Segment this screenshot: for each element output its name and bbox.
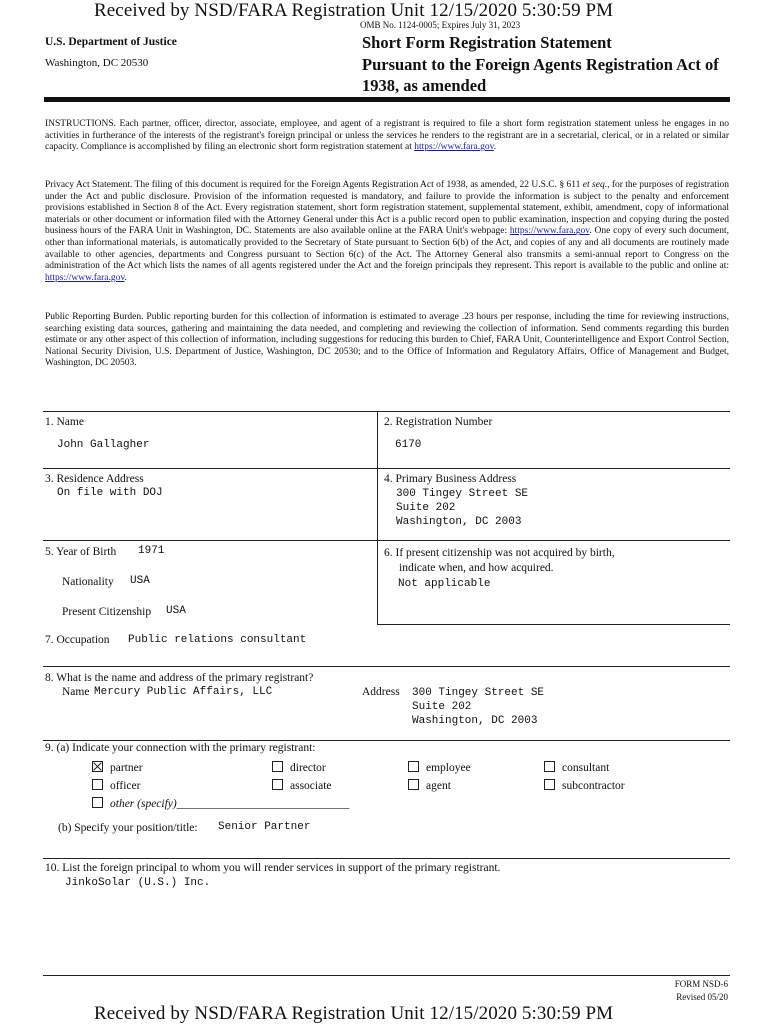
registrant-address-line-1: 300 Tingey Street SE xyxy=(412,687,545,699)
citizenship-acquired-label-2: indicate when, and how acquired. xyxy=(399,562,554,574)
business-address-value[interactable] xyxy=(396,487,528,529)
business-address-label: 4. Primary Business Address xyxy=(384,473,517,485)
privacy-text-1: Privacy Act Statement. The filing of this document is required for the Foreign Agents Registration Act of 1938, as amended, 22 U.S.C. § 611 xyxy=(45,180,583,190)
fara-link[interactable]: https://www.fara.gov xyxy=(45,272,125,283)
checkbox-subcontractor[interactable] xyxy=(544,779,625,792)
checkbox-label: other (specify) xyxy=(110,798,177,810)
title-line-2: Pursuant to the Foreign Agents Registration Act of xyxy=(362,54,719,74)
registration-number-label: 2. Registration Number xyxy=(384,416,493,428)
checkbox-employee[interactable] xyxy=(408,761,471,774)
business-address-line-2: Suite 202 xyxy=(396,502,456,514)
registration-number-value[interactable]: 6170 xyxy=(395,439,422,451)
checkbox-icon[interactable] xyxy=(92,797,103,808)
form-revision: Revised 05/20 xyxy=(676,992,728,1002)
privacy-end: . xyxy=(124,272,127,283)
checkbox-checked-icon[interactable] xyxy=(92,761,103,772)
checkbox-associate[interactable] xyxy=(272,779,332,792)
form-bottom-rule xyxy=(43,975,730,976)
registrant-address-label: Address xyxy=(362,686,400,698)
other-specify-blank[interactable]: ______________________________ xyxy=(176,798,350,810)
foreign-principal-label: 10. List the foreign principal to whom you will render services in support of the primary registrant. xyxy=(45,862,501,874)
form-number: FORM NSD-6 xyxy=(674,979,728,989)
occupation-value[interactable]: Public relations consultant xyxy=(128,634,307,646)
foreign-principal-value[interactable]: JinkoSolar (U.S.) Inc. xyxy=(65,877,211,889)
form-rule xyxy=(43,740,730,741)
business-address-line-3: Washington, DC 2003 xyxy=(396,516,522,528)
form-title xyxy=(362,32,719,97)
checkbox-label: agent xyxy=(426,780,451,792)
checkbox-label: partner xyxy=(110,762,143,774)
name-label: 1. Name xyxy=(45,416,84,428)
checkbox-partner[interactable] xyxy=(92,761,143,774)
position-title-label: (b) Specify your position/title: xyxy=(58,822,198,834)
omb-number: OMB No. 1124-0005; Expires July 31, 2023 xyxy=(360,20,521,30)
checkbox-icon[interactable] xyxy=(408,779,419,790)
checkbox-icon[interactable] xyxy=(544,779,555,790)
privacy-paragraph xyxy=(45,180,729,284)
form-rule xyxy=(43,858,730,859)
residence-address-label: 3. Residence Address xyxy=(45,473,144,485)
checkbox-icon[interactable] xyxy=(272,779,283,790)
received-stamp-top: Received by NSD/FARA Registration Unit 12/15/2020 5:30:59 PM xyxy=(94,0,614,21)
form-top-rule xyxy=(43,411,730,412)
checkbox-icon[interactable] xyxy=(92,779,103,790)
citizenship-label: Present Citizenship xyxy=(62,606,152,618)
checkbox-label: subcontractor xyxy=(562,780,625,792)
form-rule xyxy=(43,468,730,469)
nationality-label: Nationality xyxy=(62,576,114,588)
occupation-label: 7. Occupation xyxy=(45,634,110,646)
privacy-text-2: , for the purposes of registration under the Act and public disclosure. Provision of the information requested is mandatory, and failure to provide the information is subject to the penalty and enforcement provisions established in Section 8 of the Act. Every registration statement, short form registration statement, supplemental statement, exhibit, amendment, copy of informational materials or other document or information filed with the Attorney General under this Act is a public record open to public examination, inspection and copying during the posted business hours of the FARA Unit in Washington, DC. Statements are also available online at the FARA Unit's webpage: xyxy=(45,180,729,237)
form-column-divider xyxy=(377,411,378,625)
checkbox-label: employee xyxy=(426,762,471,774)
checkbox-icon[interactable] xyxy=(408,761,419,772)
registrant-name-label: Name xyxy=(62,686,90,698)
checkbox-consultant[interactable] xyxy=(544,761,609,774)
title-line-1: Short Form Registration Statement xyxy=(362,33,612,52)
year-of-birth-value[interactable]: 1971 xyxy=(138,545,165,557)
privacy-et-seq: et seq. xyxy=(582,180,608,190)
checkbox-other[interactable] xyxy=(92,797,349,810)
year-of-birth-label: 5. Year of Birth xyxy=(45,546,117,558)
residence-address-value[interactable]: On file with DOJ xyxy=(57,487,163,499)
registrant-name-value[interactable]: Mercury Public Affairs, LLC xyxy=(94,686,273,698)
received-stamp-bottom: Received by NSD/FARA Registration Unit 12/15/2020 5:30:59 PM xyxy=(94,1003,614,1024)
checkbox-label: director xyxy=(290,762,326,774)
name-value[interactable]: John Gallagher xyxy=(57,439,150,451)
checkbox-label: associate xyxy=(290,780,332,792)
privacy-text-3: . One copy of every such document, other than informational materials, is automatically provided to the Secretary of State pursuant to Section 6(b) of the Act, and copies of any and all documents are routinely made available to other agencies, departments and Congress pursuant to Section 6(c) of the Act. The Attorney General also transmits a semi-annual report to Congress on the administration of the Act which lists the names of all agents registered under the Act and the foreign principals they represent. This report is available to the public and online at: xyxy=(45,226,730,272)
checkbox-label: officer xyxy=(110,780,141,792)
checkbox-director[interactable] xyxy=(272,761,326,774)
title-line-3: 1938, as amended xyxy=(362,76,487,95)
registrant-address-value[interactable] xyxy=(412,686,544,728)
registrant-address-line-3: Washington, DC 2003 xyxy=(412,715,538,727)
form-rule xyxy=(43,540,730,541)
nationality-value[interactable]: USA xyxy=(130,575,150,587)
burden-paragraph: Public Reporting Burden. Public reporting burden for this collection of information is estimated to average .23 hours per response, including the time for reviewing instructions, searching existing data sources, gathering and maintaining the data needed, and completing and reviewing the collection of information. Send comments regarding this burden estimate or any other aspect of this collection of information, including suggestions for reducing this burden to Chief, FARA Unit, Counterintelligence and Export Control Section, National Security Division, U.S. Department of Justice, Washington, DC 20530; and to the Office of Information and Regulatory Affairs, Office of Management and Budget, Washington, DC 20503. xyxy=(45,312,729,369)
instructions-paragraph xyxy=(45,119,729,154)
citizenship-value[interactable]: USA xyxy=(166,605,186,617)
citizenship-acquired-label-1: 6. If present citizenship was not acquired by birth, xyxy=(384,547,615,559)
checkbox-label: consultant xyxy=(562,762,610,774)
primary-registrant-label: 8. What is the name and address of the primary registrant? xyxy=(45,672,314,684)
connection-label: 9. (a) Indicate your connection with the primary registrant: xyxy=(45,742,316,754)
form-rule xyxy=(377,624,730,625)
instructions-end: . xyxy=(493,142,497,153)
registrant-address-line-2: Suite 202 xyxy=(412,701,472,713)
citizenship-acquired-value[interactable]: Not applicable xyxy=(398,578,491,590)
checkbox-icon[interactable] xyxy=(544,761,555,772)
header-rule xyxy=(44,97,730,102)
department-city: Washington, DC 20530 xyxy=(45,57,149,69)
fara-link[interactable]: https://www.fara.gov xyxy=(414,142,494,153)
fara-link[interactable]: https://www.fara.gov xyxy=(509,226,590,237)
business-address-line-1: 300 Tingey Street SE xyxy=(396,488,529,500)
department-name: U.S. Department of Justice xyxy=(45,36,177,48)
citizenship-acquired-label xyxy=(384,546,615,576)
form-rule xyxy=(43,666,730,667)
checkbox-agent[interactable] xyxy=(408,779,451,792)
position-title-value[interactable]: Senior Partner xyxy=(218,821,311,833)
checkbox-officer[interactable] xyxy=(92,779,140,792)
checkbox-icon[interactable] xyxy=(272,761,283,772)
instructions-text: INSTRUCTIONS. Each partner, officer, director, associate, employee, and agent of a registrant is required to file a short form registration statement unless he engages in no activities in furtherance of the interests of the registrant's foreign principal or unless the services he renders to the registrant are in a secretarial, clerical, or in a related or similar capacity. Compliance is accomplished by filing an electronic short form registration statement at xyxy=(45,119,729,153)
